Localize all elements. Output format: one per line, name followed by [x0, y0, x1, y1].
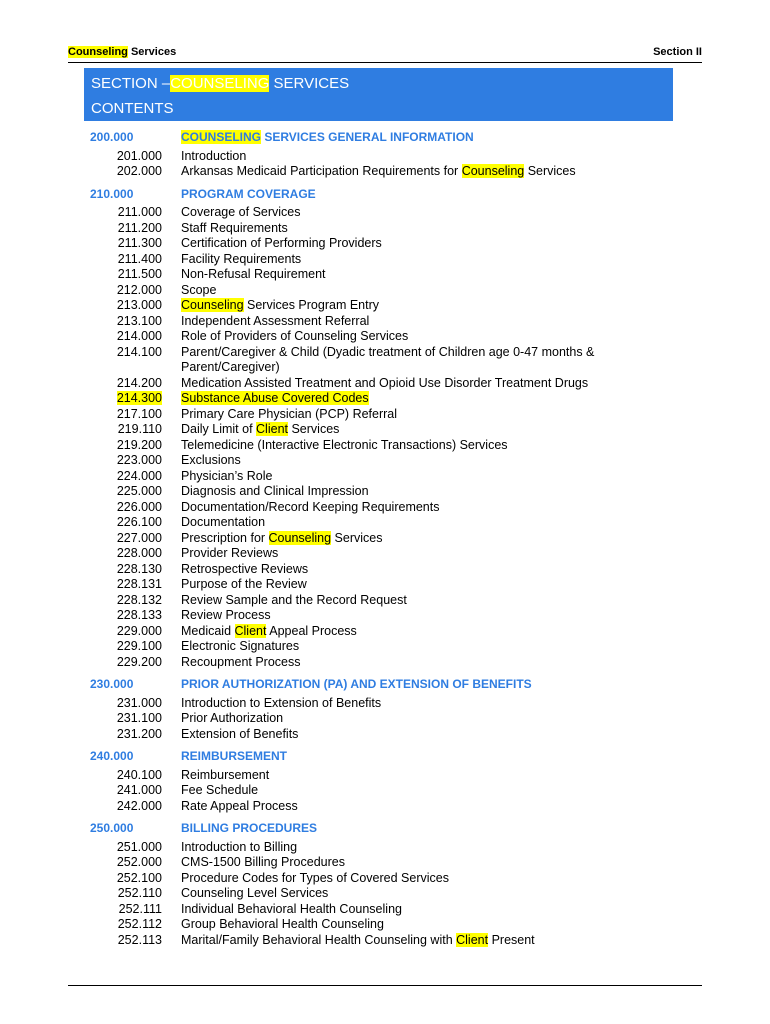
- entry-text: Parent/Caregiver & Child (Dyadic treatment of Children age 0-47 months & Parent/Caregiver): [181, 344, 595, 374]
- toc-entry-number: [84, 515, 162, 531]
- toc-entry-number-text: 217.100: [116, 406, 162, 421]
- toc-entry-number-text: 223.000: [116, 453, 162, 467]
- toc-entry-title: [181, 205, 684, 221]
- toc-entry-number-text: 219.110: [117, 422, 162, 436]
- toc-entry-title: [181, 469, 684, 485]
- toc-entry[interactable]: [84, 484, 684, 500]
- entry-text: Purpose of the Review: [181, 577, 307, 591]
- toc-section-title: [181, 821, 684, 837]
- toc-entry-title: [181, 422, 684, 438]
- entry-text: Introduction to Extension of Benefits: [181, 695, 382, 710]
- toc-entry-number-text: 227.000: [116, 530, 162, 545]
- highlighted-term: Counseling: [461, 164, 525, 178]
- entry-text: Coverage of Services: [181, 205, 301, 219]
- toc-entry-title: [181, 376, 684, 392]
- highlighted-term: Client: [456, 932, 489, 947]
- toc-entry[interactable]: [84, 768, 684, 784]
- toc-section-heading[interactable]: [84, 821, 684, 837]
- entry-text: Appeal Process: [266, 623, 357, 638]
- toc-entry-number: [84, 236, 162, 252]
- toc-entry[interactable]: [84, 855, 684, 871]
- toc-entry-number-text: 226.000: [116, 499, 162, 514]
- highlighted-term: Counseling: [268, 530, 332, 545]
- toc-entry-number: [84, 149, 162, 165]
- toc-section-number: 250.000: [90, 821, 134, 835]
- highlighted-term: Client: [234, 623, 267, 638]
- toc-entry-number-text: 252.111: [118, 901, 162, 916]
- toc-entry-number-text: 240.100: [116, 767, 162, 782]
- toc-entry-number-text: 224.000: [116, 468, 162, 483]
- banner-title-post: SERVICES: [269, 75, 350, 92]
- toc-entry-title: [181, 484, 684, 500]
- toc-entry-title: [181, 531, 684, 547]
- footer-rule: [68, 985, 702, 986]
- toc-section-heading[interactable]: [84, 130, 684, 146]
- toc-entry-number-text: 211.400: [117, 251, 162, 266]
- toc-entry[interactable]: [84, 205, 684, 221]
- entry-text: Diagnosis and Clinical Impression: [181, 484, 369, 498]
- toc-entry-number-text: 231.200: [116, 726, 162, 741]
- toc-entry-number: [84, 164, 162, 180]
- toc-entry[interactable]: [84, 391, 684, 407]
- toc-entry[interactable]: [84, 345, 684, 376]
- toc-entry-title: [181, 345, 684, 376]
- toc-section: [84, 677, 684, 742]
- toc-entry-number: [84, 886, 162, 902]
- entry-text: Daily Limit of: [181, 422, 257, 436]
- entry-text: Procedure Codes for Types of Covered Services: [181, 870, 449, 885]
- toc-entry[interactable]: [84, 546, 684, 562]
- toc-entry-title: [181, 768, 684, 784]
- toc-entry-number: [84, 624, 162, 640]
- toc-section-title: [181, 187, 684, 203]
- toc-entry-title: [181, 236, 684, 252]
- toc-entry[interactable]: [84, 453, 684, 469]
- toc-entry-number: [84, 484, 162, 500]
- toc-entry-title: [181, 840, 684, 856]
- entry-text: Exclusions: [181, 453, 241, 467]
- entry-text: Services: [331, 530, 383, 545]
- entry-text: Arkansas Medicaid Participation Requirements for: [181, 164, 462, 178]
- entry-text: Services: [524, 164, 576, 178]
- toc-entry[interactable]: [84, 438, 684, 454]
- toc-entry-number-text: 241.000: [116, 783, 162, 797]
- entry-text: Electronic Signatures: [181, 639, 300, 653]
- toc-entry-number-text: 242.000: [116, 798, 162, 813]
- toc-entry-number: [84, 799, 162, 815]
- title-text: BILLING PROCEDURES: [181, 821, 318, 835]
- toc-entry-number-text: 228.131: [116, 577, 162, 591]
- toc-entry-title: [181, 500, 684, 516]
- toc-section: [84, 130, 684, 180]
- entry-text: Individual Behavioral Health Counseling: [181, 901, 402, 916]
- toc-entry-number: [84, 267, 162, 283]
- entry-text: Introduction: [181, 148, 247, 163]
- entry-text: Introduction to Billing: [181, 839, 298, 854]
- toc-entry[interactable]: [84, 696, 684, 712]
- toc-entry-number: [84, 298, 162, 314]
- toc-entry[interactable]: [84, 871, 684, 887]
- section-banner: [84, 68, 673, 121]
- toc-entry[interactable]: [84, 840, 684, 856]
- toc-entry[interactable]: [84, 298, 684, 314]
- entry-text: Staff Requirements: [181, 220, 288, 235]
- toc-entry-title: [181, 252, 684, 268]
- toc-entry-number-text: 228.000: [116, 546, 162, 560]
- toc-entry-number: [84, 205, 162, 221]
- toc-entry-number: [84, 500, 162, 516]
- entry-text: Medication Assisted Treatment and Opioid Use Disorder Treatment Drugs: [181, 375, 589, 390]
- toc-section-title: [181, 130, 684, 146]
- toc-entry[interactable]: [84, 422, 684, 438]
- toc-entry-number-text: 229.100: [116, 639, 162, 653]
- header-section: Section II: [653, 46, 702, 58]
- toc-entry-title: [181, 577, 684, 593]
- entry-text: Documentation/Record Keeping Requirements: [181, 499, 440, 514]
- toc-entry-number: [84, 855, 162, 871]
- toc-section: [84, 187, 684, 671]
- toc-entry-title: [181, 799, 684, 815]
- toc-entry-number-text: 229.200: [116, 654, 162, 669]
- toc-entry[interactable]: [84, 221, 684, 237]
- entry-text: Services: [288, 422, 340, 436]
- entry-text: Role of Providers of Counseling Services: [181, 329, 409, 343]
- toc-entry-number-text: 201.000: [116, 148, 162, 163]
- toc-entry[interactable]: [84, 593, 684, 609]
- toc-entry-title: [181, 267, 684, 283]
- toc-entry[interactable]: [84, 149, 684, 165]
- toc-entry-number: [84, 283, 162, 299]
- title-text: SERVICES GENERAL INFORMATION: [261, 130, 474, 144]
- toc-entry-number: [84, 314, 162, 330]
- toc-entry[interactable]: [84, 515, 684, 531]
- toc-entry-title: [181, 727, 684, 743]
- toc-entry[interactable]: [84, 577, 684, 593]
- toc-entry-title: [181, 283, 684, 299]
- toc-entry[interactable]: [84, 783, 684, 799]
- toc-entry-number: [84, 840, 162, 856]
- entry-text: Retrospective Reviews: [181, 561, 309, 576]
- toc-entry-number: [84, 329, 162, 345]
- toc-entry-number-text: 211.000: [117, 205, 162, 219]
- toc-entry-number: [84, 727, 162, 743]
- toc-entry-title: [181, 593, 684, 609]
- toc-entry-number: [84, 696, 162, 712]
- toc-entry[interactable]: [84, 376, 684, 392]
- toc-entry-number: [84, 453, 162, 469]
- toc-entry-number-text: 252.100: [116, 870, 162, 885]
- toc-entry-number: [84, 933, 162, 949]
- toc-entry-number-text: 228.130: [116, 561, 162, 576]
- entry-text: Medicaid: [181, 623, 235, 638]
- toc-entry-number: [84, 438, 162, 454]
- entry-text: Non-Refusal Requirement: [181, 267, 326, 281]
- toc-entry[interactable]: [84, 624, 684, 640]
- toc-entry[interactable]: [84, 562, 684, 578]
- toc-entry-number-text: 214.300: [116, 391, 162, 405]
- title-text: PRIOR AUTHORIZATION (PA) AND EXTENSION OF BENEFITS: [181, 677, 532, 691]
- toc-entry-title: [181, 933, 684, 949]
- entry-text: Review Sample and the Record Request: [181, 592, 407, 607]
- toc-entry-title: [181, 164, 684, 180]
- toc-entry[interactable]: [84, 267, 684, 283]
- toc-entry-number: [84, 546, 162, 562]
- toc-entry-title: [181, 221, 684, 237]
- toc-entry-number: [84, 531, 162, 547]
- toc-entry-title: [181, 639, 684, 655]
- toc-entry-number: [84, 345, 162, 376]
- toc-entry-number-text: 226.100: [116, 515, 162, 529]
- toc-entry-title: [181, 783, 684, 799]
- toc-entry-number: [84, 655, 162, 671]
- entry-text: Independent Assessment Referral: [181, 313, 370, 328]
- toc-entry-title: [181, 546, 684, 562]
- banner-contents: CONTENTS: [91, 100, 174, 117]
- toc-entry[interactable]: [84, 469, 684, 485]
- toc-entry[interactable]: [84, 236, 684, 252]
- toc-section-heading[interactable]: [84, 187, 684, 203]
- toc-entry-title: [181, 515, 684, 531]
- highlighted-term: Client: [256, 422, 288, 436]
- toc-entry-number-text: 214.200: [116, 375, 162, 390]
- toc-entry-number: [84, 376, 162, 392]
- toc-entry-number: [84, 252, 162, 268]
- toc-entry-number-text: 211.200: [117, 220, 162, 235]
- highlighted-term: COUNSELING: [181, 130, 262, 144]
- entry-text: Fee Schedule: [181, 783, 259, 797]
- toc-entry-title: [181, 453, 684, 469]
- entry-text: Extension of Benefits: [181, 726, 299, 741]
- toc-entry-number: [84, 221, 162, 237]
- toc-entry-number-text: 211.500: [117, 267, 162, 281]
- toc-entry[interactable]: [84, 655, 684, 671]
- toc-entry-number: [84, 469, 162, 485]
- entry-text: Scope: [181, 282, 217, 297]
- toc-entry-number-text: 212.000: [116, 282, 162, 297]
- toc-entry-number: [84, 391, 162, 407]
- toc-entry-number-text: 213.000: [116, 298, 162, 312]
- toc-entry-title: [181, 407, 684, 423]
- toc-entry[interactable]: [84, 531, 684, 547]
- toc-entry-title: [181, 298, 684, 314]
- toc-entry-number-text: 202.000: [116, 164, 162, 178]
- toc-entry-number: [84, 422, 162, 438]
- toc-section-number: 230.000: [90, 677, 134, 691]
- toc-entry-number: [84, 577, 162, 593]
- toc-entry-number: [84, 593, 162, 609]
- toc-entry[interactable]: [84, 886, 684, 902]
- toc-entry-number-text: 213.100: [116, 313, 162, 328]
- toc-entry-title: [181, 886, 684, 902]
- toc-entry-title: [181, 329, 684, 345]
- title-text: PROGRAM COVERAGE: [181, 186, 316, 201]
- toc-entry[interactable]: [84, 329, 684, 345]
- toc-entry-number-text: 228.133: [116, 608, 162, 622]
- toc-entry-title: [181, 917, 684, 933]
- toc-entry-title: [181, 562, 684, 578]
- toc-entry-title: [181, 314, 684, 330]
- entry-text: Documentation: [181, 515, 266, 529]
- entry-text: Facility Requirements: [181, 251, 302, 266]
- toc-entry-number-text: 211.300: [117, 236, 162, 250]
- toc-entry[interactable]: [84, 917, 684, 933]
- toc-entry-number-text: 231.100: [116, 711, 162, 725]
- banner-title-highlight: COUNSELING: [170, 75, 270, 92]
- toc-section-number: 200.000: [90, 130, 134, 144]
- toc-entry-number: [84, 562, 162, 578]
- toc-entry[interactable]: [84, 727, 684, 743]
- banner-title: [91, 75, 349, 92]
- header-title-rest: Services: [127, 46, 177, 58]
- toc-entry-number: [84, 902, 162, 918]
- toc-entry-number: [84, 871, 162, 887]
- toc-entry-title: [181, 871, 684, 887]
- toc-entry-number-text: 252.110: [117, 886, 162, 900]
- table-of-contents: [84, 130, 684, 955]
- toc-entry[interactable]: [84, 799, 684, 815]
- toc-entry-number: [84, 608, 162, 624]
- toc-section-title: [181, 749, 684, 765]
- toc-entry-number-text: 251.000: [116, 839, 162, 854]
- header-title-highlight: Counseling: [68, 46, 128, 58]
- entry-text: Marital/Family Behavioral Health Counseling with: [181, 932, 457, 947]
- toc-section-number: 240.000: [90, 749, 134, 763]
- highlighted-term: Substance Abuse Covered Codes: [181, 391, 369, 405]
- toc-entry-title: [181, 655, 684, 671]
- toc-entry-number-text: 252.113: [117, 932, 162, 947]
- toc-entry[interactable]: [84, 639, 684, 655]
- toc-entry-number-text: 228.132: [116, 592, 162, 607]
- toc-entry-number-text: 252.000: [116, 855, 162, 869]
- title-text: REIMBURSEMENT: [181, 749, 288, 763]
- toc-entry-title: [181, 696, 684, 712]
- toc-entry-number-text: 231.000: [116, 695, 162, 710]
- toc-entry-number-text: 225.000: [116, 484, 162, 498]
- toc-entry[interactable]: [84, 933, 684, 949]
- toc-entry-title: [181, 624, 684, 640]
- toc-entry-number: [84, 917, 162, 933]
- entry-text: Counseling Level Services: [181, 886, 329, 900]
- toc-entry[interactable]: [84, 711, 684, 727]
- toc-entry-number: [84, 639, 162, 655]
- toc-entry[interactable]: [84, 902, 684, 918]
- toc-section-heading[interactable]: [84, 749, 684, 765]
- banner-title-pre: SECTION –: [91, 75, 171, 92]
- toc-entry-title: [181, 149, 684, 165]
- toc-entry-number: [84, 768, 162, 784]
- toc-entry[interactable]: [84, 283, 684, 299]
- entry-text: Prescription for: [181, 530, 269, 545]
- toc-entry[interactable]: [84, 314, 684, 330]
- toc-entry-title: [181, 902, 684, 918]
- entry-text: Recoupment Process: [181, 654, 301, 669]
- toc-entry-number-text: 229.000: [116, 623, 162, 638]
- toc-entry[interactable]: [84, 252, 684, 268]
- entry-text: Group Behavioral Health Counseling: [181, 917, 384, 931]
- entry-text: Telemedicine (Interactive Electronic Transactions) Services: [181, 437, 508, 452]
- toc-entry[interactable]: [84, 407, 684, 423]
- toc-section-heading[interactable]: [84, 677, 684, 693]
- entry-text: CMS-1500 Billing Procedures: [181, 855, 345, 869]
- toc-entry-number: [84, 407, 162, 423]
- entry-text: Services Program Entry: [243, 298, 380, 312]
- entry-text: Physician’s Role: [181, 468, 273, 483]
- toc-entry-title: [181, 391, 684, 407]
- toc-entry[interactable]: [84, 608, 684, 624]
- toc-entry-number-text: 219.200: [116, 437, 162, 452]
- entry-text: Reimbursement: [181, 767, 270, 782]
- toc-entry-number-text: 214.100: [116, 344, 162, 359]
- entry-text: Certification of Performing Providers: [181, 236, 382, 250]
- entry-text: Review Process: [181, 608, 271, 622]
- toc-entry-title: [181, 438, 684, 454]
- entry-text: Present: [488, 932, 535, 947]
- page-header: [68, 44, 702, 63]
- toc-entry-title: [181, 711, 684, 727]
- toc-entry-title: [181, 855, 684, 871]
- toc-entry-title: [181, 608, 684, 624]
- entry-text: Prior Authorization: [181, 711, 284, 725]
- toc-entry-number-text: 252.112: [117, 917, 162, 931]
- entry-text: Rate Appeal Process: [181, 798, 298, 813]
- toc-section: [84, 749, 684, 814]
- toc-entry-number: [84, 783, 162, 799]
- toc-entry-number-text: 214.000: [116, 329, 162, 343]
- toc-entry[interactable]: [84, 164, 684, 180]
- entry-text: Primary Care Physician (PCP) Referral: [181, 406, 398, 421]
- toc-section-number: 210.000: [90, 186, 134, 201]
- toc-entry[interactable]: [84, 500, 684, 516]
- entry-text: Provider Reviews: [181, 546, 279, 560]
- toc-section-title: [181, 677, 684, 693]
- toc-entry-number: [84, 711, 162, 727]
- header-title: [68, 46, 176, 58]
- toc-section: [84, 821, 684, 948]
- highlighted-term: Counseling: [181, 298, 244, 312]
